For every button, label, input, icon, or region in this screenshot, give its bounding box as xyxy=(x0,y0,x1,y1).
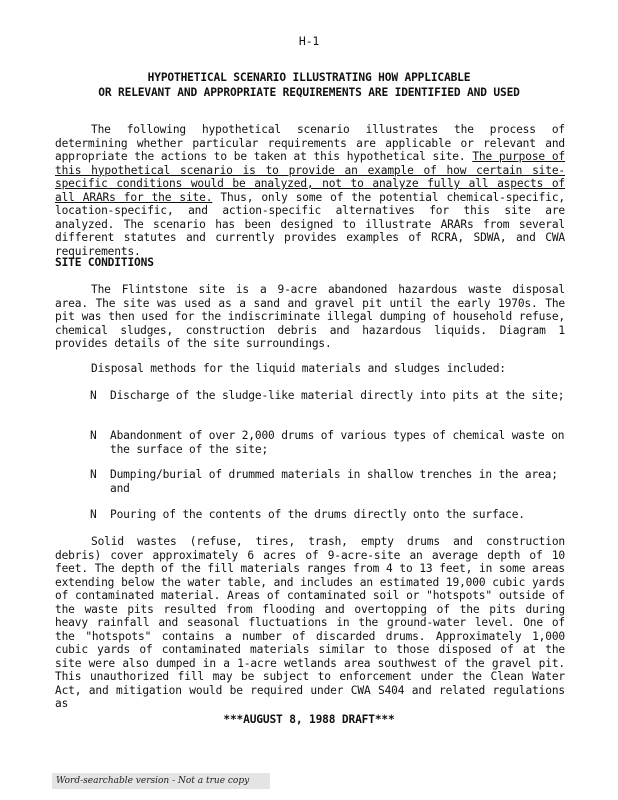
watermark-note: Word-searchable version - Not a true copy xyxy=(52,773,270,789)
disposal-methods-intro: Disposal methods for the liquid materials and sludges included: xyxy=(91,362,506,375)
bullet-marker: N xyxy=(90,468,97,481)
intro-underlined-purpose: The purpose of this hypothetical scenario is to provide an example of how certain site-specific conditions would be analyzed, not to analyze fully all aspects of all ARARs for the site. xyxy=(55,150,565,204)
intro-text-before: The following hypothetical scenario illustrates the process of determining whether particular requirements are applicable or relevant and appropriate the actions to be taken at this hypothetical site. xyxy=(55,123,565,163)
list-item xyxy=(90,508,565,522)
page-number: H-1 xyxy=(298,34,320,48)
intro-text-after: Thus, only some of the potential chemical-specific, location-specific, and action-specific alternatives for this site are analyzed. The scenario has been designed to illustrate ARARs from several different statutes and currently provides examples of RCRA, SDWA, and CWA requirements. xyxy=(55,190,565,258)
list-item xyxy=(90,468,565,495)
site-paragraph-2: Solid wastes (refuse, tires, trash, empty drums and construction debris) cover approximately 6 acres of 9-acre-site an average depth of 10 feet. The depth of the fill materials ranges from 4 to 13 feet, in some areas extending below the water table, and includes an estimated 19,000 cubic yards of contaminated material. Areas of contaminated soil or "hotspots" outside of the waste pits resulted from flooding and overtopping of the pits during heavy rainfall and seasonal fluctuations in the ground-water level. One of the "hotspots" contains a number of discarded drums. Approximately 1,000 cubic yards of contaminated materials similar to those disposed of at the site were also dumped in a 1-acre wetlands area southwest of the gravel pit. This unauthorized fill may be subject to enforcement under the Clean Water Act, and mitigation would be required under CWA S404 and related regulations as xyxy=(55,535,565,710)
intro-paragraph xyxy=(55,123,565,258)
list-item xyxy=(90,389,565,403)
section-heading-site-conditions: SITE CONDITIONS xyxy=(55,256,154,269)
list-item-text: Dumping/burial of drummed materials in shallow trenches in the area; and xyxy=(110,468,558,495)
bullet-marker: N xyxy=(90,429,97,442)
list-item-text: Abandonment of over 2,000 drums of various types of chemical waste on the surface of the site; xyxy=(110,429,565,456)
bullet-marker: N xyxy=(90,508,97,521)
bullet-marker: N xyxy=(90,389,97,402)
document-title xyxy=(0,70,618,100)
title-line-2: OR RELEVANT AND APPROPRIATE REQUIREMENTS ARE IDENTIFIED AND USED xyxy=(98,86,520,99)
title-line-1: HYPOTHETICAL SCENARIO ILLUSTRATING HOW APPLICABLE xyxy=(147,71,471,84)
site-paragraph-1: The Flintstone site is a 9-acre abandoned hazardous waste disposal area. The site was used as a sand and gravel pit until the early 1970s. The pit was then used for the indiscriminate illegal dumping of household refuse, chemical sludges, construction debris and hazardous liquids. Diagram 1 provides details of the site surroundings. xyxy=(55,283,565,350)
list-item-text: Pouring of the contents of the drums directly onto the surface. xyxy=(110,508,525,521)
draft-date-footer: ***AUGUST 8, 1988 DRAFT*** xyxy=(223,713,395,726)
list-item xyxy=(90,429,565,456)
list-item-text: Discharge of the sludge-like material directly into pits at the site; xyxy=(110,389,565,402)
